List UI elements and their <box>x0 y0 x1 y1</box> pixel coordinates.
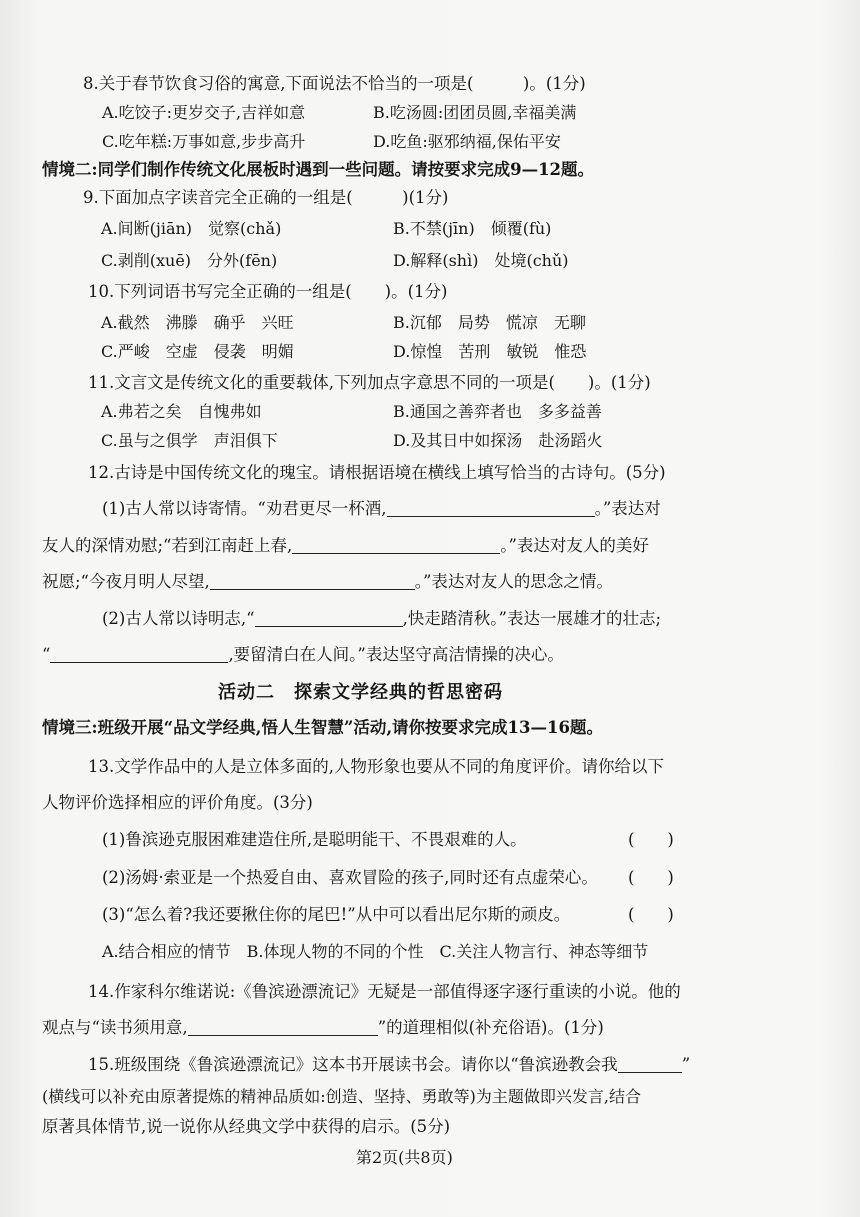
q9-option-a: A.间断(jiān) 觉察(chǎ) <box>101 219 282 238</box>
q9-option-c: C.剥削(xuē) 分外(fēn) <box>101 251 278 270</box>
q12-part2-text-c: “ <box>42 645 51 664</box>
q8-option-d: D.吃鱼:驱邪纳福,保佑平安 <box>373 132 561 151</box>
q13-item-1: (1)鲁滨逊克服困难建造住所,是聪明能干、不畏艰难的人。 <box>102 830 527 849</box>
q15-blank[interactable] <box>618 1054 682 1073</box>
page-number: 第2页(共8页) <box>356 1148 453 1167</box>
q9-stem: 9.下面加点字读音完全正确的一组是( )(1分) <box>83 188 449 207</box>
q12-part1-text-d: 。”表达对友人的美好 <box>500 536 649 555</box>
q12-part1-line1 <box>102 497 860 521</box>
q13-stem-line2: 人物评价选择相应的评价角度。(3分) <box>42 793 313 812</box>
q11-option-d: D.及其日中如探汤 赴汤蹈火 <box>393 431 603 450</box>
q12-blank-1[interactable] <box>387 498 595 517</box>
q13-item-2: (2)汤姆·索亚是一个热爱自由、喜欢冒险的孩子,同时还有点虚荣心。 <box>102 868 598 887</box>
context-2-heading: 情境二:同学们制作传统文化展板时遇到一些问题。请按要求完成9—12题。 <box>42 160 595 179</box>
q10-option-b: B.沉郁 局势 慌凉 无聊 <box>393 313 586 332</box>
q13-choices: A.结合相应的情节 B.体现人物的不同的个性 C.关注人物言行、神态等细节 <box>102 942 649 961</box>
q12-part1-text-e: 祝愿;“今夜月明人尽望, <box>42 572 210 591</box>
q12-part2-line2 <box>42 643 860 667</box>
q10-option-d: D.惊惶 苦刑 敏锐 惟恐 <box>393 342 587 361</box>
context-3-heading: 情境三:班级开展“品文学经典,悟人生智慧”活动,请你按要求完成13—16题。 <box>42 718 603 737</box>
q12-part1-text-b: 。”表达对 <box>594 499 661 518</box>
q15-line2: (横线可以补充由原著提炼的精神品质如:创造、坚持、勇敢等)为主题做即兴发言,结合 <box>42 1087 641 1106</box>
q10-option-c: C.严峻 空虚 侵袭 明媚 <box>101 342 294 361</box>
q11-option-c: C.虽与之俱学 声泪俱下 <box>101 431 278 450</box>
q12-stem: 12.古诗是中国传统文化的瑰宝。请根据语境在横线上填写恰当的古诗句。(5分) <box>88 463 666 482</box>
q14-line2 <box>42 1016 860 1040</box>
q8-option-a: A.吃饺子:更岁交子,吉祥如意 <box>102 103 306 122</box>
q8-option-b: B.吃汤圆:团团员圆,幸福美满 <box>373 103 577 122</box>
q12-part1-text-a: (1)古人常以诗寄情。“劝君更尽一杯酒, <box>102 499 387 518</box>
q13-answer-3[interactable]: ( ) <box>628 905 674 924</box>
q11-option-b: B.通国之善弈者也 多多益善 <box>393 402 602 421</box>
q10-option-a: A.截然 沸滕 确乎 兴旺 <box>101 313 294 332</box>
q13-item-3: (3)“怎么着?我还要揪住你的尾巴!”从中可以看出尼尔斯的顽皮。 <box>102 905 571 924</box>
q14-text-a: 观点与“读书须用意, <box>42 1018 188 1037</box>
q12-part1-text-c: 友人的深情劝慰;“若到江南赶上春, <box>42 536 293 555</box>
q10-stem: 10.下列词语书写完全正确的一组是( )。(1分) <box>88 282 448 301</box>
activity-2-heading: 活动二 探索文学经典的哲思密码 <box>218 682 503 703</box>
q14-blank[interactable] <box>188 1017 378 1036</box>
q13-answer-2[interactable]: ( ) <box>628 868 674 887</box>
q12-part2-text-a: (2)古人常以诗明志,“ <box>102 609 255 628</box>
q12-blank-2[interactable] <box>292 535 500 554</box>
q8-option-c: C.吃年糕:万事如意,步步高升 <box>102 132 306 151</box>
q12-part1-text-f: 。”表达对友人的思念之情。 <box>414 572 613 591</box>
q14-text-b: ”的道理相似(补充俗语)。(1分) <box>377 1018 604 1037</box>
q15-line1 <box>88 1053 860 1077</box>
q8-stem: 8.关于春节饮食习俗的寓意,下面说法不恰当的一项是( )。(1分) <box>83 74 586 93</box>
q11-stem: 11.文言文是传统文化的重要载体,下列加点字意思不同的一项是( )。(1分) <box>88 373 651 392</box>
q12-part1-line2 <box>42 534 860 558</box>
q12-blank-3[interactable] <box>210 571 415 590</box>
q13-stem-line1: 13.文学作品中的人是立体多面的,人物形象也要从不同的角度评价。请你给以下 <box>88 757 664 776</box>
q12-blank-5[interactable] <box>50 644 228 663</box>
q9-option-b: B.不禁(jīn) 倾覆(fù) <box>393 219 552 238</box>
q11-option-a: A.弗若之矣 自愧弗如 <box>101 402 262 421</box>
q15-line3: 原著具体情节,说一说你从经典文学中获得的启示。(5分) <box>42 1117 451 1136</box>
q12-part2-text-d: ,要留清白在人间。”表达坚守高洁情操的决心。 <box>228 645 564 664</box>
q13-answer-1[interactable]: ( ) <box>628 830 674 849</box>
q12-part2-line1 <box>102 607 860 631</box>
q9-option-d: D.解释(shì) 处境(chǔ) <box>393 251 569 270</box>
q14-line1: 14.作家科尔维诺说:《鲁滨逊漂流记》无疑是一部值得逐字逐行重读的小说。他的 <box>88 982 681 1001</box>
q12-blank-4[interactable] <box>255 608 403 627</box>
q12-part1-line3 <box>42 570 860 594</box>
q12-part2-text-b: ,快走踏清秋。”表达一展雄才的壮志; <box>402 609 662 628</box>
q15-text-a2: ” <box>681 1055 691 1074</box>
q15-text-a: 15.班级围绕《鲁滨逊漂流记》这本书开展读书会。请你以“鲁滨逊教会我 <box>88 1055 618 1074</box>
